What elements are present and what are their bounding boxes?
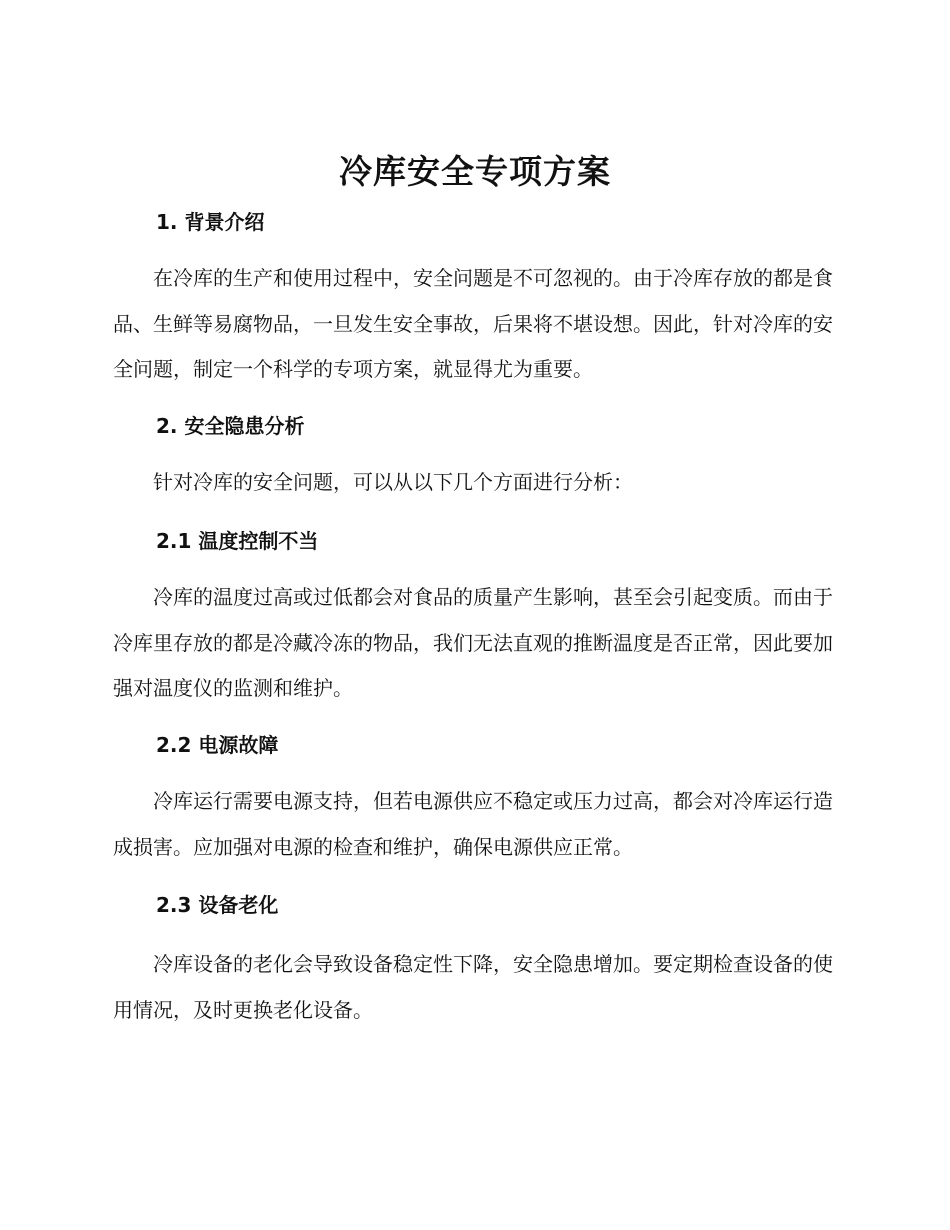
section-heading-power-failure: 2.2 电源故障 (156, 733, 279, 757)
section-heading-hazard-analysis: 2. 安全隐患分析 (156, 414, 305, 438)
section-heading-temperature-control: 2.1 温度控制不当 (156, 529, 319, 553)
section-text-hazard-analysis: 针对冷库的安全问题，可以从以下几个方面进行分析： (153, 470, 633, 494)
section-text-power-failure: 冷库运行需要电源支持，但若电源供应不稳定或压力过高，都会对冷库运行造成损害。应加强对电源的检查和维护，确保电源供应正常。 (113, 789, 833, 859)
section-text-background: 在冷库的生产和使用过程中，安全问题是不可忽视的。由于冷库存放的都是食品、生鲜等易腐物品，一旦发生安全事故，后果将不堪设想。因此，针对冷库的安全问题，制定一个科学的专项方案，就显得尤为重要。 (113, 266, 833, 381)
section-heading-background: 1. 背景介绍 (156, 210, 265, 234)
document-title: 冷库安全专项方案 (339, 152, 611, 191)
section-text-temperature-control: 冷库的温度过高或过低都会对食品的质量产生影响，甚至会引起变质。而由于冷库里存放的都是冷藏冷冻的物品，我们无法直观的推断温度是否正常，因此要加强对温度仪的监测和维护。 (113, 585, 833, 700)
section-text-equipment-aging: 冷库设备的老化会导致设备稳定性下降，安全隐患增加。要定期检查设备的使用情况，及时更换老化设备。 (113, 952, 833, 1022)
section-heading-equipment-aging: 2.3 设备老化 (156, 893, 279, 917)
